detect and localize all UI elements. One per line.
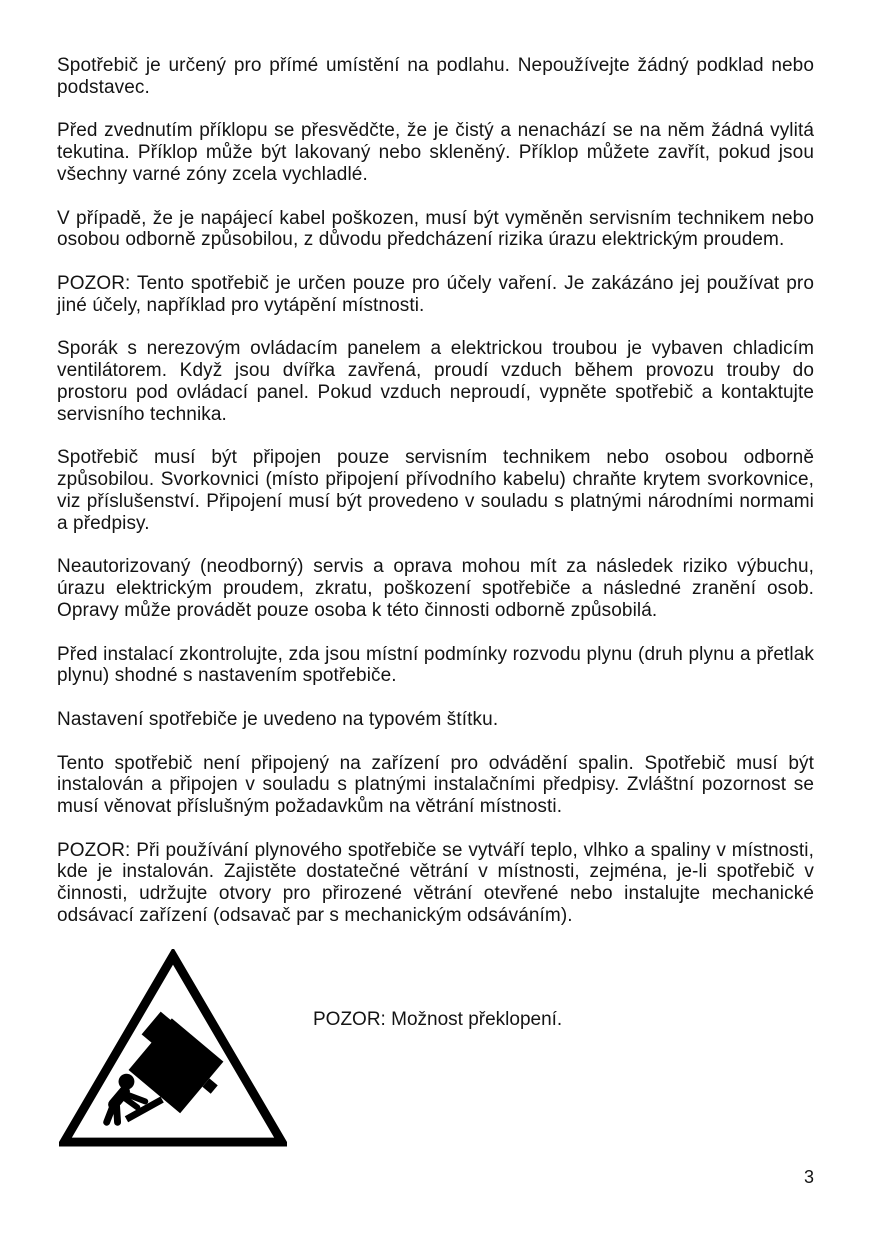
paragraph-floor-placement: Spotřebič je určený pro přímé umístění na podlahu. Nepoužívejte žádný podklad nebo podstavec. [57, 55, 814, 98]
body-text [57, 55, 814, 927]
warning-caption: POZOR: Možnost překlopení. [313, 1008, 563, 1030]
paragraph-cooking-only-warning: POZOR: Tento spotřebič je určen pouze pro účely vaření. Je zakázáno jej používat pro jiné účely, například pro vytápění místnosti. [57, 272, 814, 316]
paragraph-unauthorized-service: Neautorizovaný (neodborný) servis a oprava mohou mít za následek riziko výbuchu, úrazu elektrickým proudem, zkratu, poškození spotřebiče a následné zranění osob. Opravy může provádět pouze osoba k této činnosti odborně způsobilá. [57, 556, 814, 621]
page-number: 3 [803, 1167, 814, 1187]
paragraph-gas-appliance-ventilation-warning: POZOR: Při používání plynového spotřebiče se vytváří teplo, vlhko a spaliny v místnosti, kde je instalován. Zajistěte dostatečné větrání v místnosti, zejména, je-li spotřebič v činnosti, udržujte otvory pro přirozené větrání otevřené nebo instalujte mechanické odsávací zařízení (odsavač par s mechanickým odsáváním). [57, 839, 814, 927]
paragraph-gas-conditions-check: Před instalací zkontrolujte, zda jsou místní podmínky rozvodu plynu (druh plynu a přetlak plynu) shodné s nastavením spotřebiče. [57, 643, 814, 687]
tip-over-warning [57, 949, 814, 1147]
paragraph-connection-by-technician: Spotřebič musí být připojen pouze servisním technikem nebo osobou odborně způsobilou. Svorkovnici (místo připojení přívodního kabelu) chraňte krytem svorkovnice, viz příslušenství. Připojení musí být provedeno v souladu s platnými národními normami a předpisy. [57, 447, 814, 534]
paragraph-lid-care: Před zvednutím příklopu se přesvědčte, že je čistý a nenachází se na něm žádná vylitá tekutina. Příklop může být lakovaný nebo skleněný. Příklop můžete zavřít, pokud jsou všechny varné zóny zcela vychladlé. [57, 120, 814, 185]
paragraph-flue-ventilation: Tento spotřebič není připojený na zařízení pro odvádění spalin. Spotřebič musí být instalován a připojen v souladu s platnými instalačními předpisy. Zvláštní pozornost se musí věnovat příslušným požadavkům na větrání místnosti. [57, 752, 814, 818]
paragraph-rating-plate: Nastavení spotřebiče je uvedeno na typovém štítku. [57, 708, 499, 730]
paragraph-cooling-fan: Sporák s nerezovým ovládacím panelem a elektrickou troubou je vybaven chladicím ventilátorem. Když jsou dvířka zavřená, proudí vzduch během provozu trouby do prostoru pod ovládací panel. Pokud vzduch neproudí, vypněte spotřebič a kontaktujte servisního technika. [57, 338, 814, 425]
paragraph-power-cable: V případě, že je napájecí kabel poškozen, musí být vyměněn servisním technikem nebo osobou odborně způsobilou, z důvodu předcházení rizika úrazu elektrickým proudem. [57, 207, 814, 251]
tip-over-warning-icon [59, 949, 287, 1147]
